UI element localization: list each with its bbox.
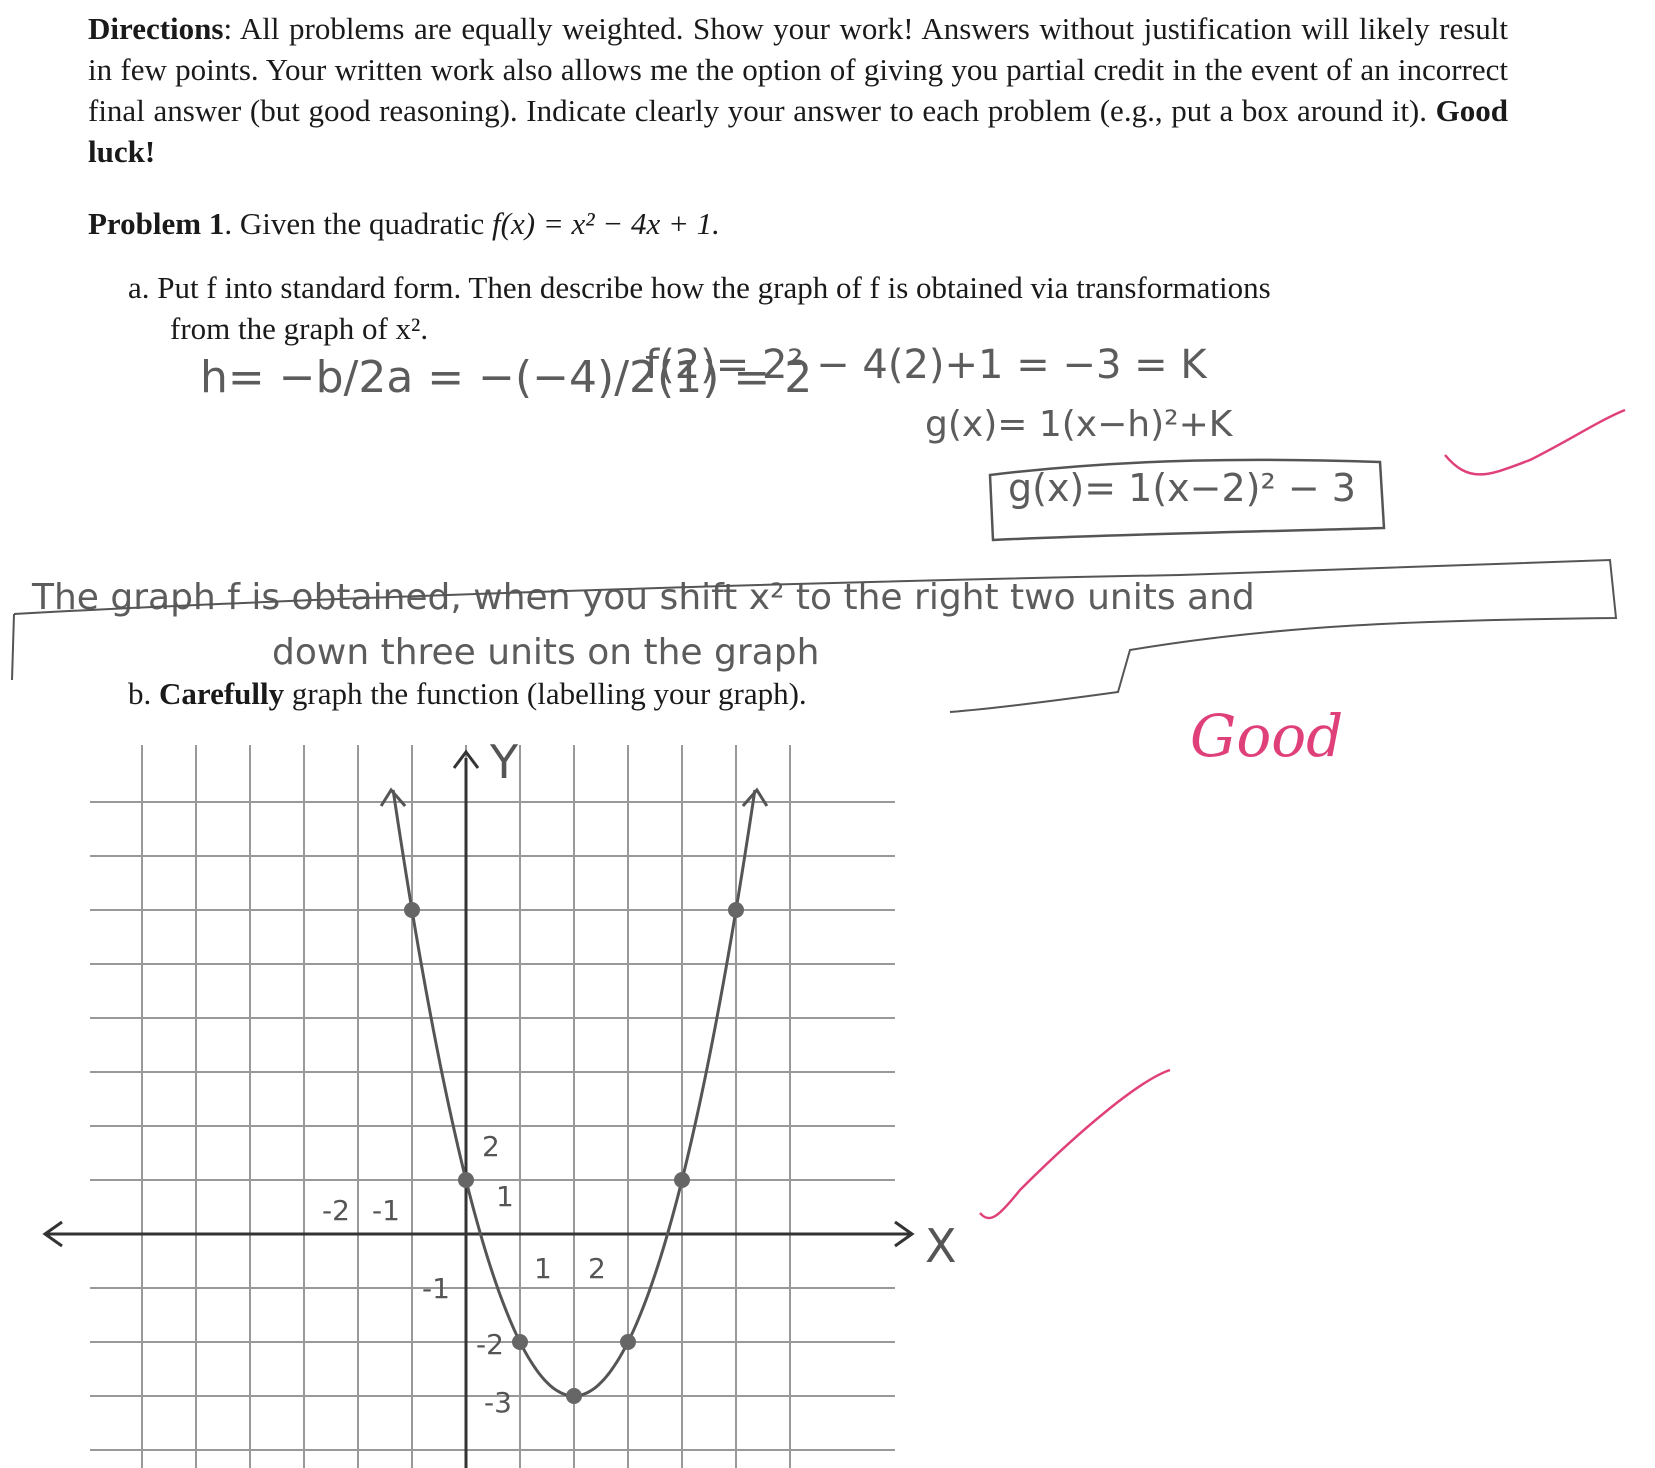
problem-formula: f(x) = x² − 4x + 1.	[492, 206, 720, 241]
f-of-2-work: f(2)= 2² − 4(2)+1 = −3 = K	[645, 342, 1207, 388]
tick-y-pos-1: 1	[496, 1180, 514, 1213]
tick-y-pos-2: 2	[482, 1130, 500, 1163]
tick-x-pos-1: 1	[534, 1252, 552, 1285]
part-b-marker: b.	[128, 676, 152, 711]
answer-box	[990, 460, 1384, 540]
plotted-point	[620, 1334, 636, 1350]
directions-text: : All problems are equally weighted. Show your work! Answers without justification will likely result in few points. Your written work also allows me the option of giving you partial credit in the event of an incorrect final answer (but good reasoning). Indicate clearly your answer to each problem (e.g., put a box around it).	[88, 11, 1508, 128]
plotted-point	[458, 1172, 474, 1188]
directions-label: Directions	[88, 11, 224, 46]
tick-x-neg-1: -1	[372, 1194, 400, 1227]
part-a-marker: a.	[128, 270, 150, 305]
boxed-answer: g(x)= 1(x−2)² − 3	[1008, 466, 1356, 510]
description-box	[12, 560, 1616, 712]
good-luck: Good luck!	[88, 93, 1508, 169]
tick-y-neg-2: -2	[476, 1328, 504, 1361]
problem-label: Problem 1	[88, 206, 225, 241]
tick-y-neg-3: -3	[484, 1386, 512, 1419]
plotted-point	[728, 902, 744, 918]
plotted-point	[566, 1388, 582, 1404]
x-axis-label: X	[925, 1219, 957, 1273]
part-b-bold: Carefully	[159, 676, 285, 711]
plotted-point	[512, 1334, 528, 1350]
y-axis-label: Y	[490, 735, 519, 789]
vertex-h-work: h= −b/2a = −(−4)/2(1) = 2	[200, 352, 813, 403]
description-line2: down three units on the graph	[272, 632, 820, 673]
plotted-point	[674, 1172, 690, 1188]
tick-y-neg-1: -1	[422, 1272, 450, 1305]
grader-comment: Good	[1190, 702, 1344, 770]
tick-x-pos-2: 2	[588, 1252, 606, 1285]
description-line1: The graph f is obtained, when you shift x² to the right two units and	[32, 577, 1255, 618]
part-b-text: graph the function (labelling your graph).	[284, 676, 807, 711]
part-a-line1: Put f into standard form. Then describe how the graph of f is obtained via transformations	[157, 270, 1271, 305]
tick-x-neg-2: -2	[322, 1194, 350, 1227]
check-mark-top	[1445, 410, 1625, 474]
check-mark-graph	[980, 1070, 1170, 1218]
plotted-point	[404, 902, 420, 918]
problem-text: . Given the quadratic	[224, 206, 493, 241]
general-form-work: g(x)= 1(x−h)²+K	[925, 404, 1233, 445]
part-a-line2: from the graph of x².	[170, 311, 429, 346]
